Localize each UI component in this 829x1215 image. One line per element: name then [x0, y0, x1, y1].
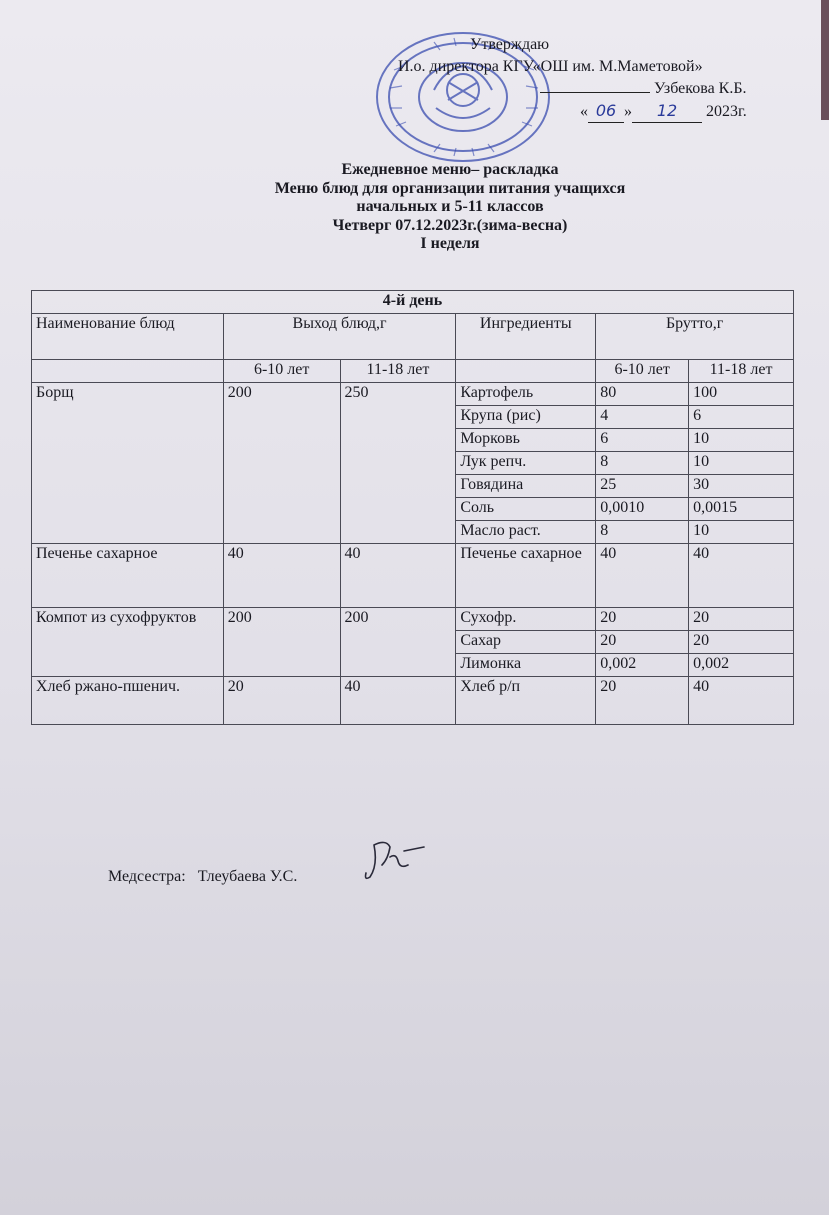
- background-edge: [821, 0, 829, 120]
- ingredient-name: Сахар: [456, 631, 596, 654]
- ingredient-old: 10: [689, 429, 794, 452]
- ingredient-name: Говядина: [456, 475, 596, 498]
- ingredient-old: 20: [689, 631, 794, 654]
- ingredient-old: 20: [689, 608, 794, 631]
- dish-name: Хлеб ржано-пшенич.: [32, 677, 224, 725]
- col-header-brutto: Брутто,г: [596, 314, 794, 360]
- ingredient-name: Картофель: [456, 383, 596, 406]
- ingredient-young: 20: [596, 677, 689, 725]
- ingredient-young: 6: [596, 429, 689, 452]
- col-header-name: Наименование блюд: [32, 314, 224, 360]
- dish-output-old: 200: [340, 608, 456, 677]
- heading-2: Меню блюд для организации питания учащихся: [274, 179, 626, 197]
- age-output-young: 6-10 лет: [223, 360, 340, 383]
- ingredient-name: Соль: [456, 498, 596, 521]
- ingredient-old: 0,0015: [689, 498, 794, 521]
- dish-output-young: 200: [223, 608, 340, 677]
- ingredient-name: Печенье сахарное: [456, 544, 596, 608]
- signature-role: Медсестра:: [108, 868, 186, 885]
- heading-5: I неделя: [420, 235, 480, 252]
- ingredient-old: 40: [689, 544, 794, 608]
- approval-date: [390, 100, 810, 123]
- ingredient-old: 0,002: [689, 654, 794, 677]
- date-month: 12: [632, 100, 702, 123]
- ingredient-young: 40: [596, 544, 689, 608]
- ingredient-name: Лимонка: [456, 654, 596, 677]
- ingredient-name: Крупа (рис): [456, 406, 596, 429]
- dish-name: Борщ: [32, 383, 224, 544]
- document-headings: [150, 161, 750, 254]
- date-day: 06: [588, 100, 624, 123]
- approval-position: И.о. директора КГУ«ОШ им. М.Маметовой»: [398, 58, 703, 75]
- ingredient-young: 4: [596, 406, 689, 429]
- handwritten-signature-icon: [360, 835, 430, 885]
- approval-name: Узбекова К.Б.: [654, 80, 747, 97]
- ingredient-old: 100: [689, 383, 794, 406]
- approval-block: [390, 34, 810, 123]
- signature-name: Тлеубаева У.С.: [197, 868, 298, 885]
- ingredient-young: 8: [596, 521, 689, 544]
- ingredient-young: 8: [596, 452, 689, 475]
- dish-output-old: 250: [340, 383, 456, 544]
- signature-blank: [540, 78, 650, 93]
- dish-name: Печенье сахарное: [32, 544, 224, 608]
- heading-3: начальных и 5-11 классов: [356, 198, 544, 215]
- approval-title: Утверждаю: [470, 36, 550, 53]
- ingredient-young: 80: [596, 383, 689, 406]
- date-year: 2023г.: [706, 103, 747, 120]
- ingredient-old: 30: [689, 475, 794, 498]
- dish-output-young: 20: [223, 677, 340, 725]
- ingredient-young: 0,0010: [596, 498, 689, 521]
- age-empty-cell: [32, 360, 224, 383]
- approval-signature-line: [390, 78, 810, 100]
- date-open-quote: «: [580, 103, 588, 120]
- age-brutto-young: 6-10 лет: [596, 360, 689, 383]
- menu-table: [31, 290, 794, 725]
- heading-1: Ежедневное меню– раскладка: [341, 161, 559, 178]
- ingredient-young: 0,002: [596, 654, 689, 677]
- ingredient-old: 10: [689, 452, 794, 475]
- dish-output-young: 40: [223, 544, 340, 608]
- ingredient-old: 6: [689, 406, 794, 429]
- col-header-ingredients: Ингредиенты: [456, 314, 596, 360]
- dish-name: Компот из сухофруктов: [32, 608, 224, 677]
- ingredient-name: Морковь: [456, 429, 596, 452]
- nurse-signature-line: [108, 868, 297, 886]
- ingredient-name: Масло раст.: [456, 521, 596, 544]
- heading-4: Четверг 07.12.2023г.(зима-весна): [332, 216, 568, 234]
- dish-output-old: 40: [340, 544, 456, 608]
- date-close-quote: »: [624, 103, 632, 120]
- ingredient-name: Сухофр.: [456, 608, 596, 631]
- dish-output-young: 200: [223, 383, 340, 544]
- ingredient-name: Лук репч.: [456, 452, 596, 475]
- dish-output-old: 40: [340, 677, 456, 725]
- ingredient-young: 25: [596, 475, 689, 498]
- col-header-output: Выход блюд,г: [223, 314, 456, 360]
- age-brutto-old: 11-18 лет: [689, 360, 794, 383]
- age-output-old: 11-18 лет: [340, 360, 456, 383]
- ingredient-old: 40: [689, 677, 794, 725]
- ingredient-old: 10: [689, 521, 794, 544]
- day-header: 4-й день: [32, 291, 794, 314]
- age-empty-cell: [456, 360, 596, 383]
- ingredient-young: 20: [596, 631, 689, 654]
- ingredient-young: 20: [596, 608, 689, 631]
- ingredient-name: Хлеб р/п: [456, 677, 596, 725]
